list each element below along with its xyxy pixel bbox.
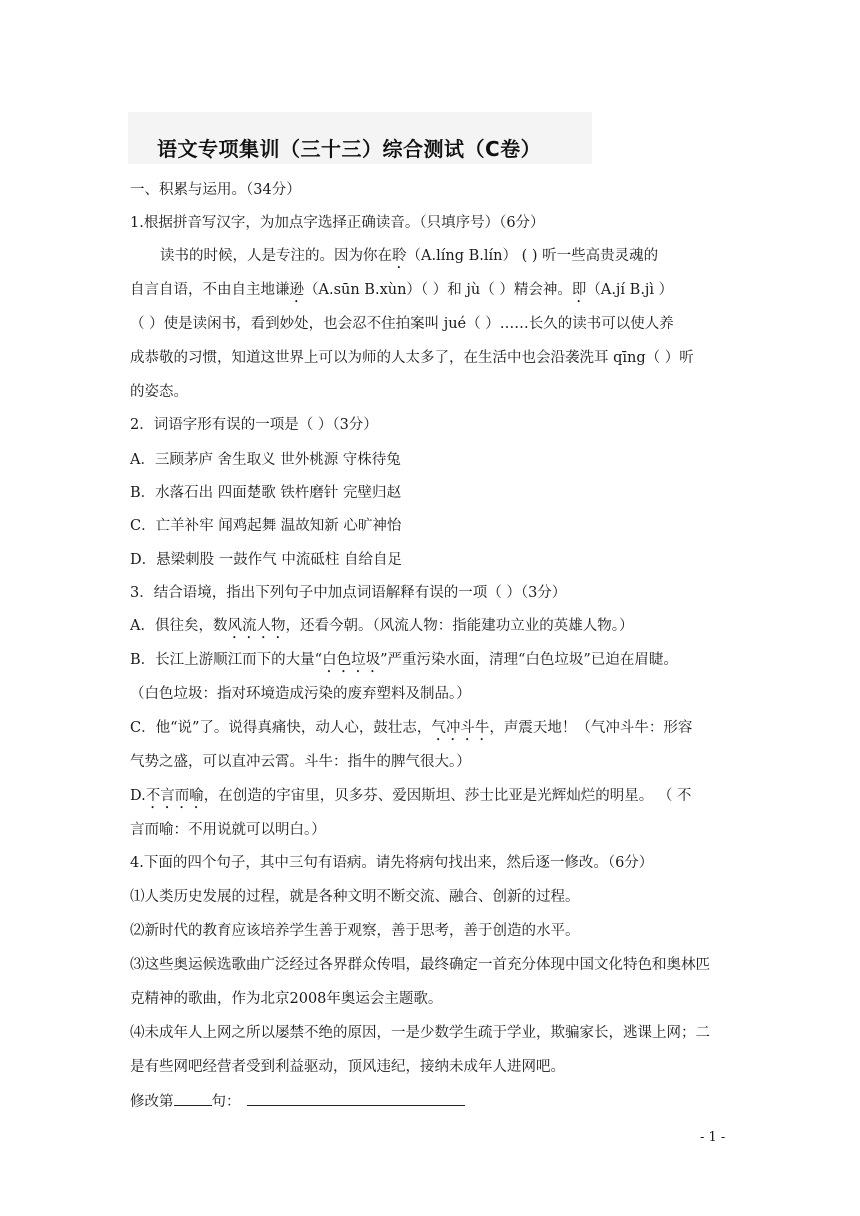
- question-3-option-d: D.不言而喻，在创造的宇宙里，贝多芬、爱因斯坦、莎士比亚是光辉灿烂的明星。 （ 不: [130, 788, 692, 804]
- question-2-stem: 2．词语字形有误的一项是（ ）（3分）: [130, 417, 378, 433]
- sentence-number-blank[interactable]: [174, 1092, 212, 1106]
- page-number: - 1 -: [700, 1130, 726, 1145]
- question-3-option-b-note: （白色垃圾：指对环境造成污染的废弃塑料及制品。）: [130, 686, 471, 702]
- question-4-sentence-1: ⑴人类历史发展的过程，就是各种文明不断交流、融合、创新的过程。: [130, 889, 580, 905]
- question-1-line-3: （ ）使是读闲书，看到妙处，也会忍不住拍案叫 jué（ ）……长久的读书可以使人养: [130, 316, 674, 332]
- question-4-sentence-4: ⑷未成年人上网之所以屡禁不绝的原因，一是少数学生疏于学业，欺骗家长，逃课上网；二: [130, 1025, 710, 1041]
- question-3-option-c-note: 气势之盛，可以直冲云霄。斗牛：指牛的脾气很大。）: [130, 754, 471, 770]
- dotted-char: 逊: [289, 282, 304, 298]
- question-1-line-1: 读书的时候，人是专注的。因为你在聆（A.líng B.lín） ( ) 听一些高贵灵魂的: [160, 248, 659, 264]
- question-1-line-4: 成恭敬的习惯，知道这世界上可以为师的人太多了，在生活中也会沿袭洗耳 qīng（ ）听: [130, 350, 694, 366]
- question-4-stem: 4.下面的四个句子，其中三句有语病。请先将病句找出来，然后逐一修改。（6分）: [130, 855, 654, 871]
- dotted-term: 不言而喻: [145, 788, 204, 804]
- question-3-stem: 3．结合语境，指出下列句子中加点词语解释有误的一项（ ）（3分）: [130, 585, 567, 601]
- question-1-line-2: 自言自语，不由自主地谦逊（A.sūn B.xùn）（ ）和 jù（ ）精会神。即（A.jí B.jì ）: [130, 282, 674, 298]
- question-1-line-5: 的姿态。: [130, 384, 188, 400]
- dotted-term: 风流人物: [227, 618, 286, 634]
- dotted-char: 即: [571, 282, 587, 298]
- question-4-sentence-4-cont: 是有些网吧经营者受到利益驱动，顶风违纪，接纳未成年人进网吧。: [130, 1059, 565, 1075]
- question-1-stem: 1.根据拼音写汉字，为加点字选择正确读音。（只填序号）（6分）: [130, 215, 545, 231]
- question-3-option-d-note: 言而喻：不用说就可以明白。）: [130, 822, 326, 838]
- question-4-sentence-3-cont: 克精神的歌曲，作为北京2008年奥运会主题歌。: [130, 991, 443, 1007]
- answer-line: 修改第 句：: [130, 1092, 465, 1112]
- dotted-term: 气冲斗牛: [431, 720, 490, 736]
- section-heading: 一、积累与运用。（34分）: [130, 182, 301, 198]
- dotted-term: 白色垃圾: [322, 652, 381, 668]
- question-2-option-b: B．水落石出 四面楚歌 铁杵磨针 完壁归赵: [130, 485, 401, 501]
- question-3-option-b: B．长江上游顺江而下的大量“白色垃圾”严重污染水面，清理“白色垃圾”已迫在眉睫。: [130, 652, 678, 668]
- question-4-sentence-2: ⑵新时代的教育应该培养学生善于观察，善于思考，善于创造的水平。: [130, 923, 580, 939]
- question-2-option-a: A．三顾茅庐 舍生取义 世外桃源 守株待兔: [130, 452, 401, 468]
- question-3-option-c: C．他“说”了。说得真痛快，动人心，鼓壮志，气冲斗牛，声震天地！（气冲斗牛：形容: [130, 720, 693, 736]
- question-2-option-c: C．亡羊补牢 闻鸡起舞 温故知新 心旷神怡: [130, 518, 402, 534]
- question-2-option-d: D．悬梁刺股 一鼓作气 中流砥柱 自给自足: [130, 552, 402, 568]
- page-title: 语文专项集训（三十三）综合测试（C卷）: [157, 137, 542, 161]
- question-3-option-a: A．俱往矣，数风流人物，还看今朝。（风流人物：指能建功立业的英雄人物。）: [130, 618, 634, 634]
- question-4-sentence-3: ⑶这些奥运候选歌曲广泛经过各界群众传唱，最终确定一首充分体现中国文化特色和奥林匹: [130, 957, 710, 973]
- dotted-char: 聆: [392, 248, 407, 264]
- revision-blank[interactable]: [247, 1092, 465, 1106]
